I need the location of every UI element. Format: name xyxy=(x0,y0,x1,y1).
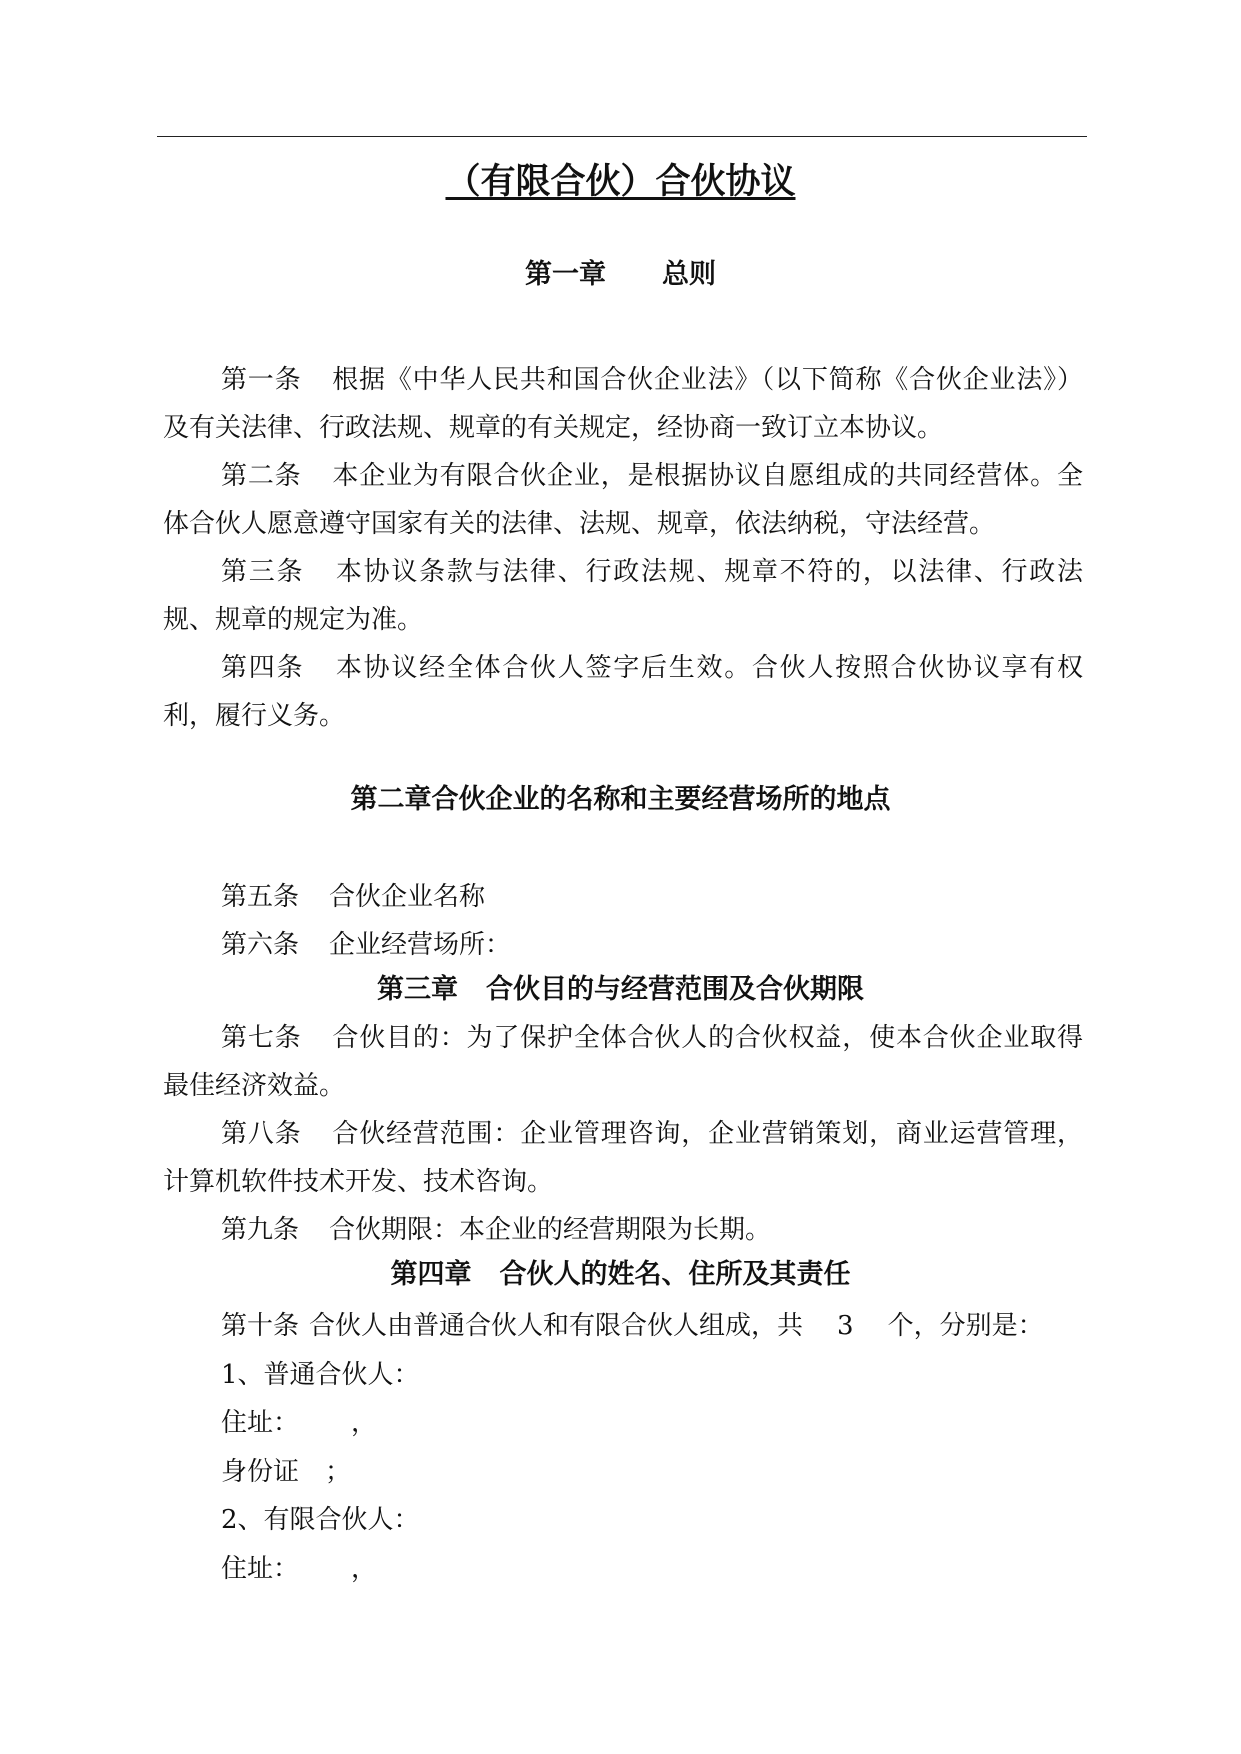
chapter-3-heading: 第三章 合伙目的与经营范围及合伙期限 xyxy=(377,974,864,1005)
article-4: 第四条 本协议经全体合伙人签字后生效。合伙人按照合伙协议享有权利，履行义务。 xyxy=(163,653,1083,731)
document-title: （有限合伙）合伙协议 xyxy=(445,162,796,202)
partner-count: 3 xyxy=(837,1311,854,1341)
chapter-1-heading: 第一章 总则 xyxy=(525,259,716,290)
article-9: 第九条 合伙期限：本企业的经营期限为长期。 xyxy=(221,1215,772,1245)
limited-partner-address: 住址： ， xyxy=(221,1554,378,1584)
chapter-2-heading: 第二章合伙企业的名称和主要经营场所的地点 xyxy=(350,784,891,815)
header-rule xyxy=(157,136,1087,137)
general-partner-address: 住址： ， xyxy=(221,1408,378,1438)
article-6: 第六条 企业经营场所： xyxy=(221,930,512,960)
article-7: 第七条 合伙目的：为了保护全体合伙人的合伙权益，使本合伙企业取得最佳经济效益。 xyxy=(163,1023,1083,1101)
article-2: 第二条 本企业为有限合伙企业，是根据协议自愿组成的共同经营体。全体合伙人愿意遵守国家有关的法律、法规、规章，依法纳税，守法经营。 xyxy=(163,461,1083,539)
article-1: 第一条 根据《中华人民共和国合伙企业法》（以下简称《合伙企业法》）及有关法律、行政法规、规章的有关规定，经协商一致订立本协议。 xyxy=(163,365,1083,443)
article-5: 第五条 合伙企业名称 xyxy=(221,882,486,912)
limited-partner-label: 2、有限合伙人： xyxy=(221,1505,420,1535)
general-partner-label: 1、普通合伙人： xyxy=(221,1360,420,1390)
chapter-4-heading: 第四章 合伙人的姓名、住所及其责任 xyxy=(390,1259,851,1290)
general-partner-id: 身份证 ； xyxy=(221,1457,352,1487)
article-10: 第十条 合伙人由普通合伙人和有限合伙人组成，共 3 个，分别是： xyxy=(221,1311,1044,1341)
article-3: 第三条 本协议条款与法律、行政法规、规章不符的，以法律、行政法规、规章的规定为准。 xyxy=(163,557,1083,635)
article-8: 第八条 合伙经营范围：企业管理咨询，企业营销策划，商业运营管理，计算机软件技术开发、技术咨询。 xyxy=(163,1119,1083,1197)
